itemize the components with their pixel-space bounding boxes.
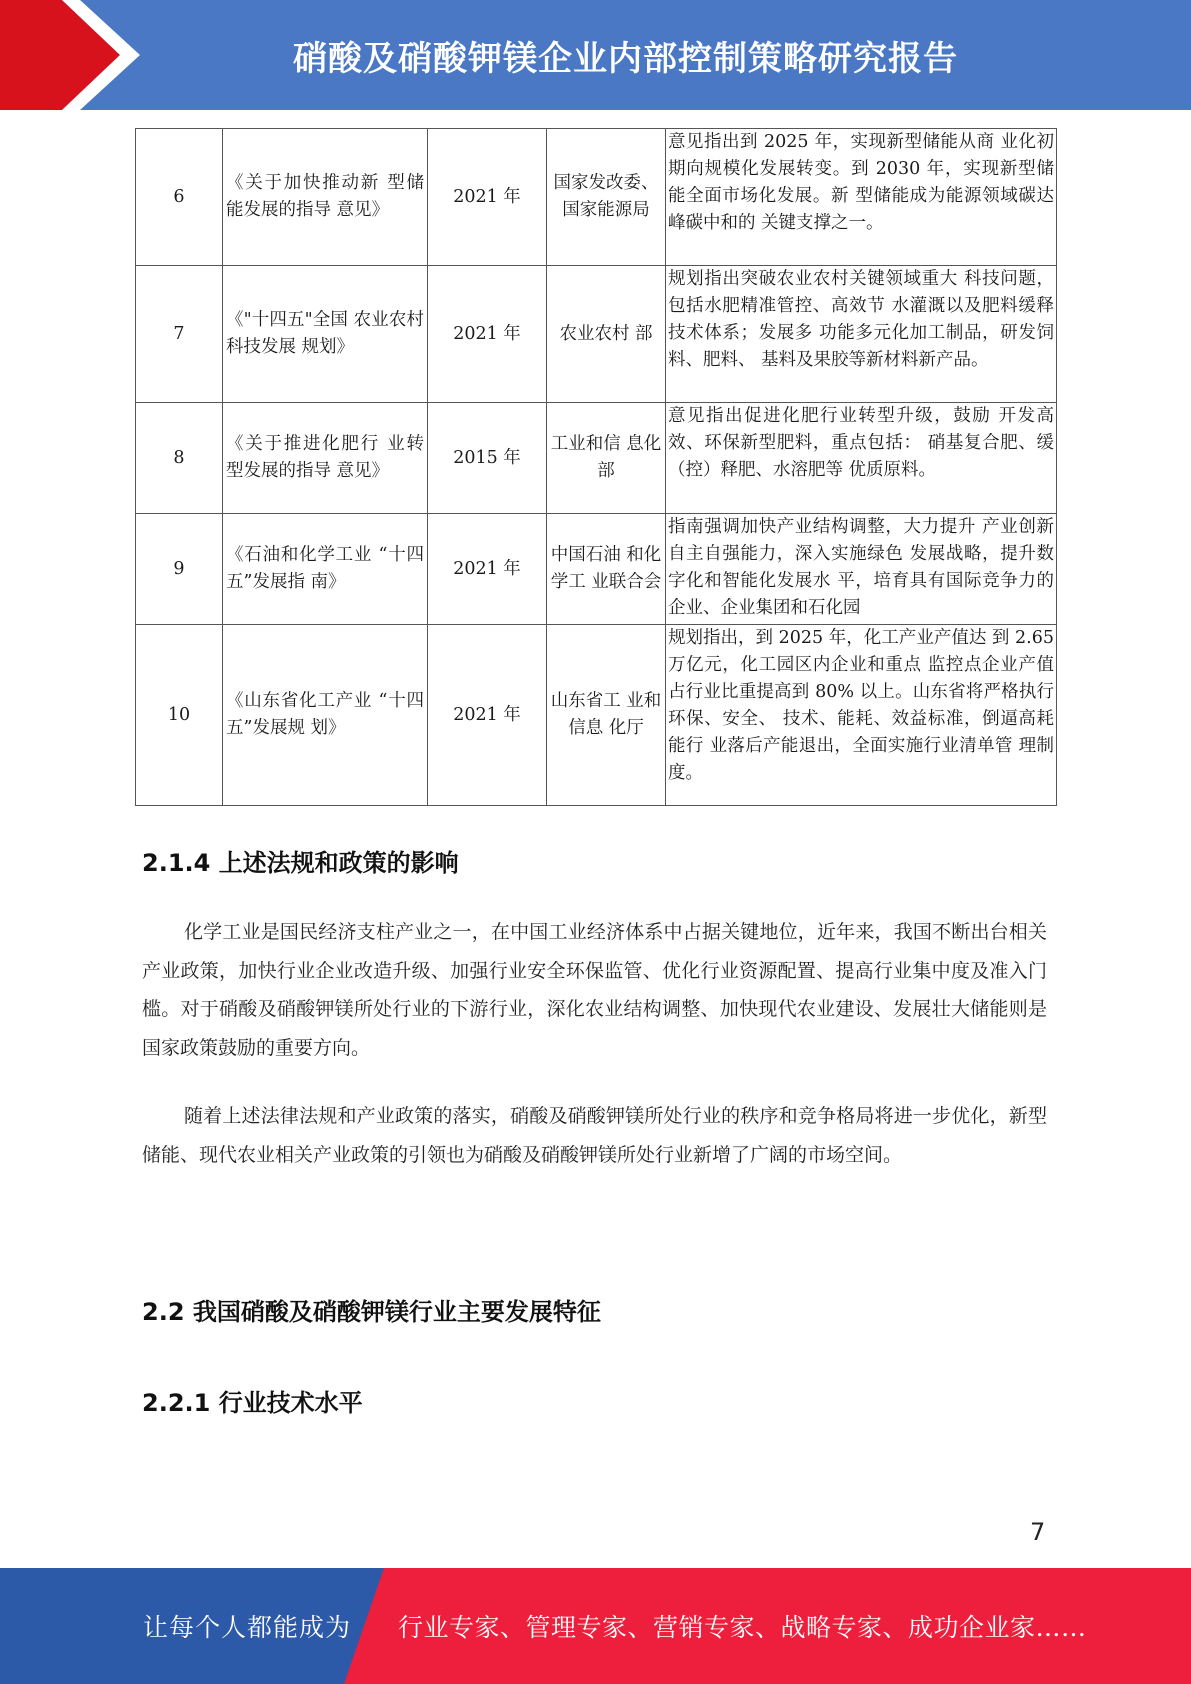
policy-year: 2021 年 (428, 625, 547, 806)
policy-name: 《石油和化学工业 “十四五”发展指 南》 (223, 514, 428, 625)
row-number: 10 (136, 625, 223, 806)
header-red-arrow-shape (0, 0, 150, 110)
section-heading-2-2: 2.2 我国硝酸及硝酸钾镁行业主要发展特征 (142, 1298, 601, 1326)
issuing-body: 农业农村 部 (547, 266, 666, 403)
policy-summary: 意见指出促进化肥行业转型升级，鼓励 开发高效、环保新型肥料，重点包括： 硝基复合肥、缓（控）释肥、水溶肥等 优质原料。 (666, 403, 1057, 514)
section-heading-2-2-1: 2.2.1 行业技术水平 (142, 1389, 363, 1417)
issuing-body: 国家发改委、国家能源局 (547, 129, 666, 266)
table-row (136, 129, 1057, 266)
table-row (136, 266, 1057, 403)
row-number: 9 (136, 514, 223, 625)
page-number: 7 (1030, 1518, 1046, 1546)
report-title: 硝酸及硝酸钾镁企业内部控制策略研究报告 (293, 38, 958, 79)
body-paragraph: 化学工业是国民经济支柱产业之一，在中国工业经济体系中占据关键地位，近年来，我国不断出台相关产业政策，加快行业企业改造升级、加强行业安全环保监管、优化行业资源配置、提高行业集中度及准入门槛。对于硝酸及硝酸钾镁所处行业的下游行业，深化农业结构调整、加快现代农业建设、发展壮大储能则是国家政策鼓励的重要方向。 (142, 921, 1047, 1059)
table-row (136, 514, 1057, 625)
page-header (0, 0, 1191, 110)
footer-slogan-left: 让每个人都能成为 (143, 1613, 352, 1642)
policy-summary: 规划指出，到 2025 年，化工产业产值达 到 2.65 万亿元，化工园区内企业和重点 监控点企业产值占行业比重提高到 80% 以上。山东省将严格执行环保、安全、 技术、能耗、效益标准，倒逼高耗能行 业落后产能退出，全面实施行业清单管 理制度。 (666, 625, 1057, 806)
policy-table (135, 128, 1057, 806)
policy-summary: 规划指出突破农业农村关键领域重大 科技问题，包括水肥精准管控、高效节 水灌溉以及肥料缓释技术体系；发展多 功能多元化加工制品，研发饲料、肥料、 基料及果胶等新材料新产品。 (666, 266, 1057, 403)
table-row (136, 403, 1057, 514)
table-row (136, 625, 1057, 806)
policy-name: 《"十四五"全国 农业农村科技发展 规划》 (223, 266, 428, 403)
policy-year: 2021 年 (428, 266, 547, 403)
row-number: 6 (136, 129, 223, 266)
policy-name: 《关于推进化肥行 业转型发展的指导 意见》 (223, 403, 428, 514)
policy-name: 《关于加快推动新 型储能发展的指导 意见》 (223, 129, 428, 266)
page-footer (0, 1568, 1191, 1684)
issuing-body: 中国石油 和化学工 业联合会 (547, 514, 666, 625)
policy-year: 2021 年 (428, 129, 547, 266)
policy-summary: 指南强调加快产业结构调整，大力提升 产业创新自主自强能力，深入实施绿色 发展战略，提升数字化和智能化发展水 平，培育具有国际竞争力的企业、企业集团和石化园 (666, 514, 1057, 625)
policy-summary: 意见指出到 2025 年，实现新型储能从商 业化初期向规模化发展转变。到 2030 年，实现新型储能全面市场化发展。新 型储能成为能源领域碳达峰碳中和的 关键支撑之一。 (666, 129, 1057, 266)
policy-year: 2021 年 (428, 514, 547, 625)
issuing-body: 工业和信 息化部 (547, 403, 666, 514)
issuing-body: 山东省工 业和信息 化厅 (547, 625, 666, 806)
row-number: 7 (136, 266, 223, 403)
footer-slogan-right: 行业专家、管理专家、营销专家、战略专家、成功企业家…… (398, 1613, 1087, 1642)
row-number: 8 (136, 403, 223, 514)
section-heading-2-1-4: 2.1.4 上述法规和政策的影响 (142, 849, 459, 877)
policy-year: 2015 年 (428, 403, 547, 514)
body-paragraph: 随着上述法律法规和产业政策的落实，硝酸及硝酸钾镁所处行业的秩序和竞争格局将进一步优化，新型储能、现代农业相关产业政策的引领也为硝酸及硝酸钾镁所处行业新增了广阔的市场空间。 (142, 1105, 1047, 1166)
policy-name: 《山东省化工产业 “十四五”发展规 划》 (223, 625, 428, 806)
